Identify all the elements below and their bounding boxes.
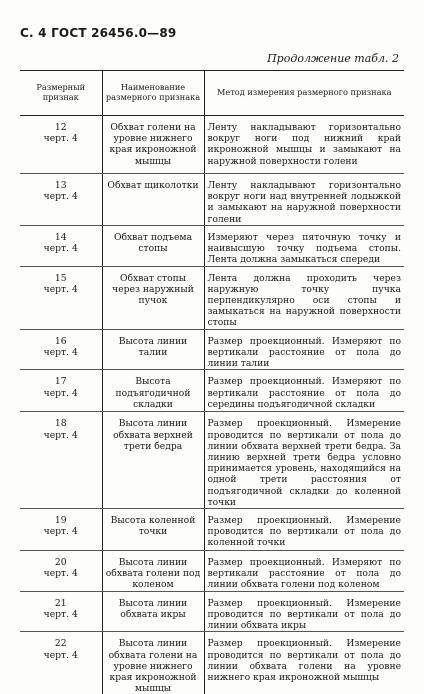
feature-name: Обхват щиколотки [102, 174, 204, 226]
size-feature-cell [20, 225, 102, 266]
measurement-method: Размер проекционный. Измерение проводится по вертикали от пола до коленной точки [204, 509, 404, 551]
column-header: Размерный признак [20, 71, 102, 116]
size-feature-cell [20, 551, 102, 592]
size-feature-cell [20, 370, 102, 412]
table-row [20, 225, 404, 266]
feature-name: Высота коленной точки [102, 509, 204, 551]
size-feature-cell [20, 632, 102, 694]
size-feature-cell [20, 591, 102, 632]
feature-number: 16 [54, 335, 67, 347]
drawing-reference: черт. 4 [43, 608, 78, 620]
measurement-method: Лента должна проходить через наружную точку пучка перпендикулярно оси стопы и замыкаться на наружной поверхности стопы [204, 266, 404, 329]
measurement-method: Ленту накладывают горизонтально вокруг ноги над внутренней лодыжкой и замыкают на наружной поверхности голени [204, 174, 404, 226]
feature-number: 15 [54, 272, 67, 284]
size-feature-cell [20, 412, 102, 509]
table-row [20, 591, 404, 632]
measurement-method: Ленту накладывают горизонтально вокруг ноги под нижний край икроножной мышцы и замыкают на наружной поверхности голени [204, 116, 404, 174]
feature-name: Высота линии талии [102, 329, 204, 370]
feature-number: 17 [54, 376, 67, 388]
measurement-method: Размер проекционный. Измеряют по вертикали расстояние от пола до линии обхвата голени под коленом [204, 551, 404, 592]
size-feature-cell [20, 509, 102, 551]
table-row [20, 266, 404, 329]
column-header: Наименование размерного признака [102, 71, 204, 116]
drawing-reference: черт. 4 [43, 133, 78, 145]
drawing-reference: черт. 4 [43, 283, 78, 295]
feature-number: 19 [54, 515, 67, 527]
table-row [20, 116, 404, 174]
feature-number: 18 [54, 418, 67, 430]
feature-number: 21 [54, 597, 67, 609]
feature-name: Обхват стопы через наружный пучок [102, 266, 204, 329]
size-feature-cell [20, 266, 102, 329]
drawing-reference: черт. 4 [43, 568, 78, 580]
table-row [20, 174, 404, 226]
feature-name: Обхват подъема стопы [102, 225, 204, 266]
table-continuation-label: Продолжение табл. 2 [267, 52, 399, 65]
table-header-row [20, 71, 404, 116]
drawing-reference: черт. 4 [43, 649, 78, 661]
table-row [20, 509, 404, 551]
feature-number: 14 [54, 231, 67, 243]
feature-name: Высота линии обхвата верхней трети бедра [102, 412, 204, 509]
feature-number: 12 [54, 122, 67, 133]
table-row [20, 329, 404, 370]
column-header: Метод измерения размерного признака [204, 71, 404, 116]
measurement-method: Размер проекционный. Измеряют по вертикали расстояние от пола до линии талии [204, 329, 404, 370]
feature-name: Высота подъягодичной складки [102, 370, 204, 412]
feature-name: Высота линии обхвата икры [102, 591, 204, 632]
measurement-method: Размер проекционный. Измерение проводится по вертикали от пола до линии обхвата икры [204, 591, 404, 632]
size-feature-cell [20, 174, 102, 226]
measurement-method: Размер проекционный. Измеряют по вертикали расстояние от пола до середины подъягодичной складки [204, 370, 404, 412]
feature-name: Высота линии обхвата голени на уровне нижнего края икроножной мышцы [102, 632, 204, 694]
measurement-method: Размер проекционный. Измерение проводится по вертикали от пола до линии обхвата голени на уровне нижнего края икроножной мышцы [207, 638, 401, 683]
size-feature-cell [20, 116, 102, 174]
table-row [20, 632, 404, 694]
measurement-method: Размер проекционный. Измерение проводится по вертикали от пола до линии обхвата верхней трети бедра. За линию верхней трети бедра условно принимается уровень, находящийся на одной трети расстояния от подъягодичной складки до коленной точки [204, 412, 404, 509]
drawing-reference: черт. 4 [43, 243, 78, 255]
feature-number: 22 [54, 638, 67, 650]
measurement-method: Измеряют через пяточную точку и наивысшую точку подъема стопы. Лента должна замыкаться спереди [204, 225, 404, 266]
feature-name: Высота линии обхвата голени под коленом [102, 551, 204, 592]
drawing-reference: черт. 4 [43, 526, 78, 538]
table-row [20, 412, 404, 509]
page-header: С. 4 ГОСТ 26456.0—89 [20, 26, 177, 40]
measurement-table [20, 70, 404, 694]
drawing-reference: черт. 4 [43, 429, 78, 441]
drawing-reference: черт. 4 [43, 387, 78, 399]
feature-number: 20 [54, 557, 67, 569]
drawing-reference: черт. 4 [43, 346, 78, 358]
size-feature-cell [20, 329, 102, 370]
feature-number: 13 [54, 180, 67, 191]
table-row [20, 370, 404, 412]
feature-name: Обхват голени на уровне нижнего края икроножной мышцы [102, 116, 204, 174]
table-row [20, 551, 404, 592]
drawing-reference: черт. 4 [43, 191, 78, 203]
